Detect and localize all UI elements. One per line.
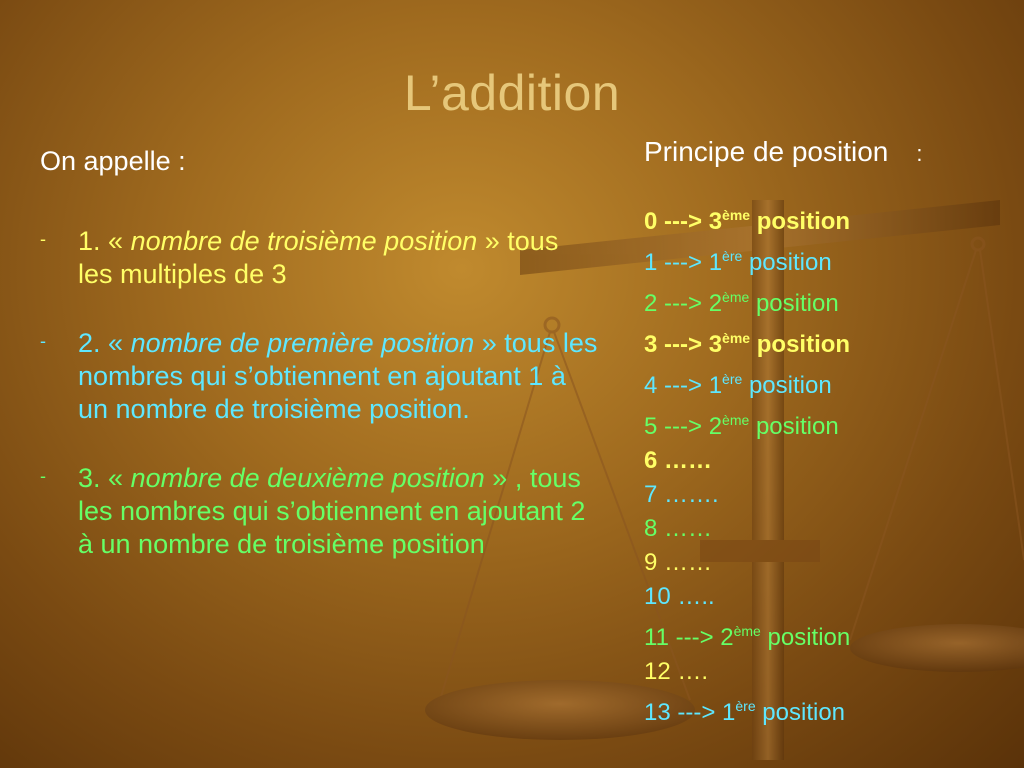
position-arrow: …. xyxy=(670,658,709,685)
principle-colon: : xyxy=(916,141,923,166)
position-number: 11 xyxy=(644,624,669,651)
position-row xyxy=(644,546,1014,580)
position-arrow: ---> 1 xyxy=(670,699,736,726)
position-row xyxy=(644,239,1014,280)
position-number: 6 xyxy=(644,447,658,474)
principle-column xyxy=(644,136,1014,730)
definitions-column xyxy=(40,146,600,597)
position-row xyxy=(644,614,1014,655)
definition-number: 2. « xyxy=(78,328,124,358)
position-word: position xyxy=(742,249,832,276)
dash-bullet: - xyxy=(40,466,46,486)
position-word: position xyxy=(749,290,839,317)
position-number: 9 xyxy=(644,549,658,576)
position-arrow: …… xyxy=(657,447,713,474)
position-arrow: …… xyxy=(657,515,713,542)
definition-item-1 xyxy=(40,225,600,291)
dash-bullet: - xyxy=(40,229,46,249)
position-word: position xyxy=(742,372,832,399)
position-number: 3 xyxy=(644,331,658,358)
position-ordinal: ère xyxy=(735,698,756,714)
position-arrow: ---> 3 xyxy=(657,331,723,358)
position-number: 0 xyxy=(644,208,658,235)
position-ordinal: ème xyxy=(722,412,750,428)
position-word: position xyxy=(755,699,846,726)
position-row xyxy=(644,198,1014,239)
position-ordinal: ère xyxy=(722,248,743,264)
definition-number: 1. « xyxy=(78,226,124,256)
position-row xyxy=(644,655,1014,689)
position-ordinal: ème xyxy=(722,330,751,346)
position-ordinal: ème xyxy=(733,623,761,639)
position-arrow: ---> 2 xyxy=(668,624,734,651)
position-number: 4 xyxy=(644,372,658,399)
slide-title: L’addition xyxy=(403,65,621,121)
definition-text: » , tous les nombres qui s’obtiennent en ajoutant 2 à un nombre de troisième position xyxy=(78,463,586,559)
position-ordinal: ème xyxy=(722,289,750,305)
definition-number: 3. « xyxy=(78,463,124,493)
position-row xyxy=(644,580,1014,614)
position-ordinal: ère xyxy=(722,371,743,387)
definition-term: nombre de première position xyxy=(130,328,475,358)
position-arrow: ……. xyxy=(657,481,719,508)
position-arrow: …… xyxy=(657,549,713,576)
position-word: position xyxy=(760,624,851,651)
intro-text: On appelle : xyxy=(40,146,186,176)
position-number: 5 xyxy=(644,413,658,440)
position-word: position xyxy=(749,413,839,440)
position-number: 8 xyxy=(644,515,658,542)
principle-title: Principe de position xyxy=(644,136,889,167)
position-arrow: ---> 3 xyxy=(657,208,723,235)
position-number: 1 xyxy=(644,249,658,276)
position-row xyxy=(644,444,1014,478)
position-arrow: ---> 2 xyxy=(657,413,723,440)
position-number: 7 xyxy=(644,481,658,508)
position-ordinal: ème xyxy=(722,207,751,223)
position-arrow: ….. xyxy=(670,583,715,610)
position-number: 12 xyxy=(644,658,671,685)
position-arrow: ---> 1 xyxy=(657,372,723,399)
position-row xyxy=(644,478,1014,512)
position-number: 13 xyxy=(644,699,671,726)
position-row xyxy=(644,321,1014,362)
definition-term: nombre de troisième position xyxy=(130,226,478,256)
definition-item-2 xyxy=(40,327,600,426)
definition-term: nombre de deuxième position xyxy=(130,463,485,493)
definition-item-3 xyxy=(40,462,600,561)
position-row xyxy=(644,403,1014,444)
definition-text: » tous les multiples de 3 xyxy=(78,226,559,289)
position-arrow: ---> 1 xyxy=(657,249,723,276)
position-word: position xyxy=(750,208,851,235)
position-row xyxy=(644,280,1014,321)
position-list xyxy=(644,198,1014,730)
definition-text: » tous les nombres qui s’obtiennent en ajoutant 1 à un nombre de troisième position. xyxy=(78,328,598,424)
position-row xyxy=(644,689,1014,730)
position-word: position xyxy=(750,331,851,358)
position-row xyxy=(644,362,1014,403)
position-row xyxy=(644,512,1014,546)
position-arrow: ---> 2 xyxy=(657,290,723,317)
position-number: 2 xyxy=(644,290,658,317)
principle-heading xyxy=(644,136,1014,168)
position-number: 10 xyxy=(644,583,671,610)
dash-bullet: - xyxy=(40,331,46,351)
